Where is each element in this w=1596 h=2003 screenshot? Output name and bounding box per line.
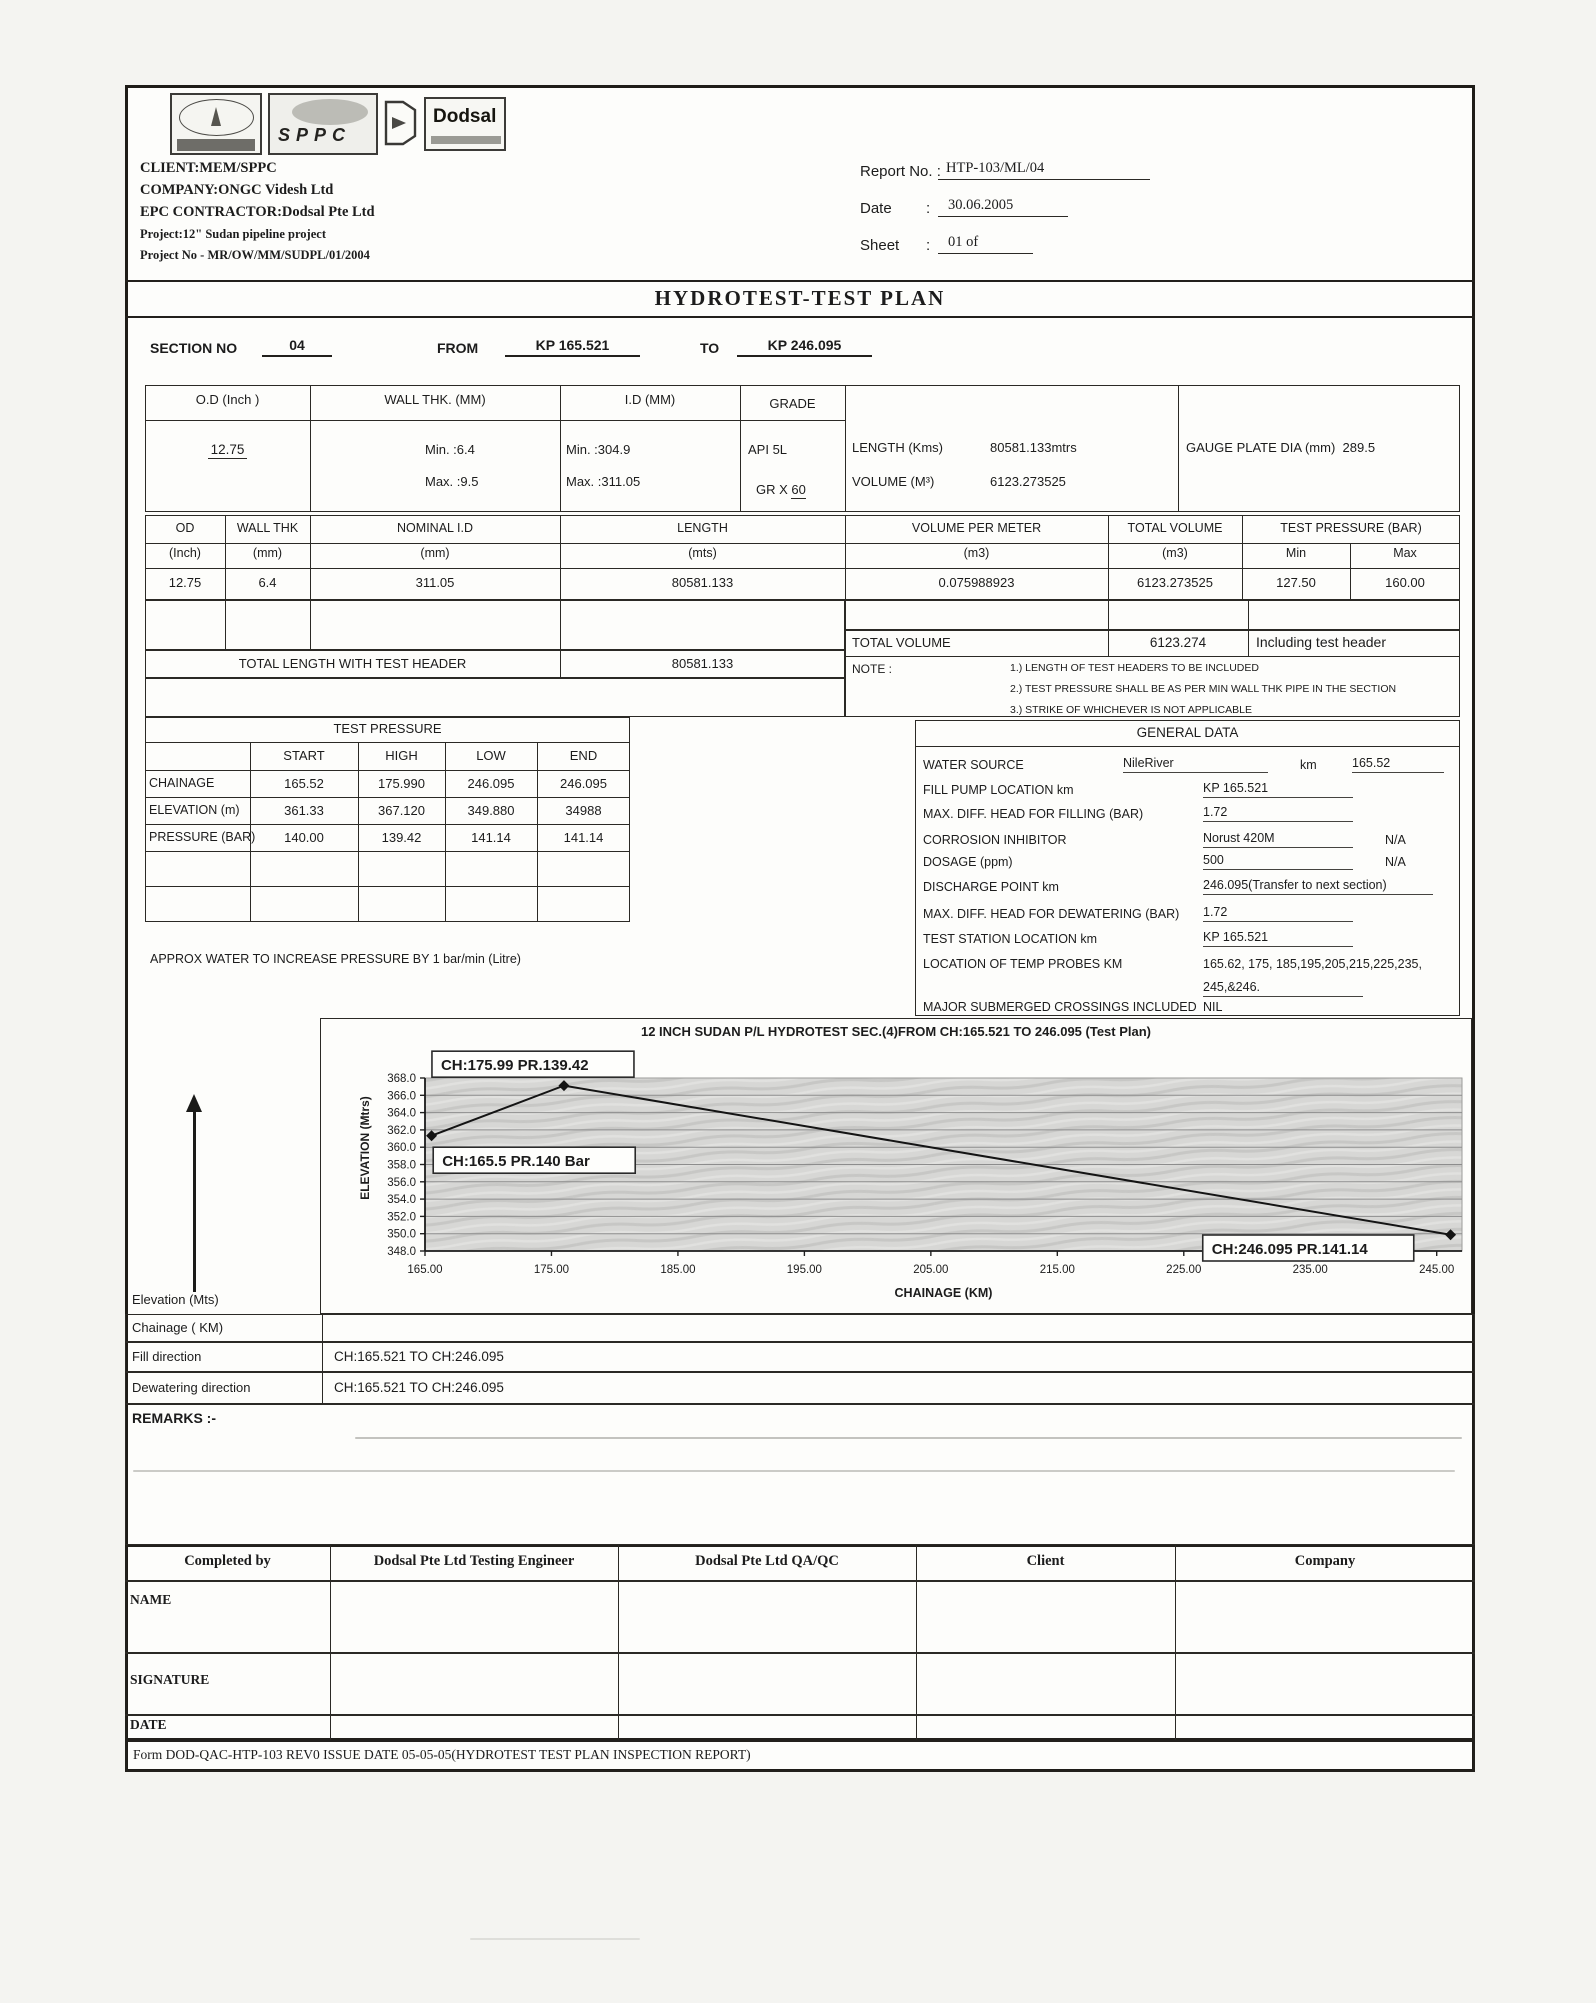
gd-row-value bbox=[1203, 831, 1353, 848]
svg-text:356.0: 356.0 bbox=[387, 1176, 416, 1189]
gd-row-value: NIL bbox=[1203, 1000, 1223, 1014]
grid-line bbox=[310, 600, 311, 650]
sig-col-qaqc: Dodsal Pte Ltd QA/QC bbox=[695, 1553, 839, 1569]
total-volume-label: TOTAL VOLUME bbox=[852, 635, 951, 650]
wall-min-value: Min. :6.4 bbox=[425, 442, 475, 457]
empty-row-left bbox=[145, 600, 845, 650]
project-line: Project:12" Sudan pipeline project bbox=[140, 227, 326, 241]
svg-text:366.0: 366.0 bbox=[387, 1090, 416, 1103]
grid-line bbox=[145, 742, 630, 743]
svg-text:185.00: 185.00 bbox=[660, 1264, 696, 1276]
dodsal-logo-bar bbox=[431, 136, 501, 144]
tp-row-label: ELEVATION (m) bbox=[149, 803, 240, 817]
dewatering-direction-row bbox=[125, 1372, 1475, 1404]
grid-line bbox=[618, 1545, 619, 1740]
grade-value-2-suffix: 60 bbox=[791, 482, 806, 497]
svg-text:215.00: 215.00 bbox=[1039, 1264, 1075, 1276]
d-mark-icon bbox=[382, 95, 420, 151]
sheet-value: 01 of bbox=[938, 234, 1033, 254]
date-label: Date bbox=[860, 200, 892, 217]
gd-row-value bbox=[1203, 853, 1353, 870]
svg-text:360.0: 360.0 bbox=[387, 1142, 416, 1155]
tp-cell: 141.14 bbox=[563, 830, 604, 845]
approx-water-note: APPROX WATER TO INCREASE PRESSURE BY 1 bar/min (Litre) bbox=[150, 952, 521, 966]
to-label: TO bbox=[700, 340, 720, 356]
svg-text:362.0: 362.0 bbox=[387, 1124, 416, 1137]
grid-line bbox=[915, 746, 1460, 747]
grid-line bbox=[125, 1580, 1475, 1582]
grid-line bbox=[225, 600, 226, 650]
grid-line bbox=[560, 600, 561, 650]
fill-direction-value: CH:165.521 TO CH:246.095 bbox=[334, 1349, 504, 1364]
empty-strip-left bbox=[145, 678, 845, 717]
dewatering-direction-label: Dewatering direction bbox=[132, 1380, 251, 1395]
svg-text:348.0: 348.0 bbox=[387, 1246, 416, 1258]
size-col-total-volume: TOTAL VOLUME bbox=[1127, 521, 1223, 535]
length-value: 80581.133mtrs bbox=[990, 440, 1077, 455]
length-label: LENGTH (Kms) bbox=[852, 440, 943, 455]
gd-row-value: 165.62, 175, 185,195,205,215,225,235, bbox=[1203, 957, 1422, 971]
tp-cell: 246.095 bbox=[467, 776, 515, 791]
chainage-row-label: Chainage ( KM) bbox=[132, 1320, 224, 1335]
sig-row-name: NAME bbox=[130, 1592, 172, 1607]
svg-text:CH:165.5 PR.140 Bar: CH:165.5 PR.140 Bar bbox=[442, 1153, 590, 1171]
svg-text:368.0: 368.0 bbox=[387, 1073, 416, 1085]
chart-y-axis-label: ELEVATION (Mtrs) bbox=[358, 1096, 372, 1200]
size-col-nominal-id: NOMINAL I.D bbox=[397, 521, 473, 535]
volume-label: VOLUME (M³) bbox=[852, 474, 935, 489]
grade-value-1: API 5L bbox=[748, 442, 788, 457]
grid-line bbox=[145, 568, 1460, 569]
grid-line bbox=[145, 543, 1460, 544]
svg-text:352.0: 352.0 bbox=[387, 1211, 416, 1224]
size-col-test-pressure: TEST PRESSURE (BAR) bbox=[1280, 521, 1422, 535]
dodsal-d-logo bbox=[382, 95, 420, 151]
note-2: 2.) TEST PRESSURE SHALL BE AS PER MIN WALL THK PIPE IN THE SECTION bbox=[1010, 683, 1397, 695]
size-col-od: OD bbox=[175, 521, 195, 535]
gd-row-label: LOCATION OF TEMP PROBES KM bbox=[923, 957, 1123, 971]
gd-row-label: FILL PUMP LOCATION km bbox=[923, 783, 1074, 797]
gd-row-value bbox=[1203, 878, 1433, 895]
empty-row-right bbox=[845, 600, 1460, 630]
svg-text:358.0: 358.0 bbox=[387, 1159, 416, 1172]
chainage-row bbox=[125, 1314, 1475, 1342]
svg-text:354.0: 354.0 bbox=[387, 1194, 416, 1207]
date-value: 30.06.2005 bbox=[938, 197, 1068, 217]
svg-text:CH:246.095 PR.141.14: CH:246.095 PR.141.14 bbox=[1211, 1240, 1368, 1258]
gd-water-label: WATER SOURCE bbox=[923, 758, 1024, 772]
to-value: KP 246.095 bbox=[737, 337, 872, 357]
grid-line bbox=[145, 770, 630, 771]
remarks-label: REMARKS :- bbox=[132, 1410, 216, 1426]
grid-line bbox=[145, 851, 630, 852]
gd-water-value-text: NileRiver bbox=[1123, 756, 1268, 773]
size-unit-max: Max bbox=[1393, 546, 1417, 560]
total-length-label: TOTAL LENGTH WITH TEST HEADER bbox=[238, 656, 467, 671]
id-header: I.D (MM) bbox=[624, 392, 676, 407]
dodsal-logo-text: Dodsal bbox=[433, 106, 497, 127]
size-val-length: 80581.133 bbox=[671, 575, 734, 590]
grid-line bbox=[145, 797, 630, 798]
report-no-label: Report No. : bbox=[860, 163, 941, 180]
gauge-plate-value: 289.5 bbox=[1342, 440, 1376, 455]
size-unit-mts: (mts) bbox=[688, 546, 717, 560]
remarks-faint-line bbox=[355, 1437, 1462, 1439]
grid-line bbox=[1175, 1545, 1176, 1740]
sig-col-client: Client bbox=[1026, 1553, 1065, 1569]
note-3: 3.) STRIKE OF WHICHEVER IS NOT APPLICABLE bbox=[1010, 704, 1252, 716]
tp-row-label: PRESSURE (BAR) bbox=[149, 830, 256, 844]
elevation-profile-chart bbox=[320, 1018, 1472, 1314]
gd-row-label: DISCHARGE POINT km bbox=[923, 880, 1059, 894]
grid-line bbox=[330, 1545, 331, 1740]
gd-water-value bbox=[1123, 756, 1268, 773]
sheet-colon: : bbox=[926, 237, 931, 254]
signature-table bbox=[125, 1545, 1475, 1740]
total-length-value: 80581.133 bbox=[671, 656, 734, 671]
gd-row-label: DOSAGE (ppm) bbox=[923, 855, 1013, 869]
size-val-max: 160.00 bbox=[1385, 575, 1425, 590]
od-value-text: 12.75 bbox=[208, 442, 248, 459]
tp-col-high: HIGH bbox=[385, 748, 418, 763]
gd-row-value-text: 500 bbox=[1203, 853, 1353, 870]
client-line: CLIENT:MEM/SPPC bbox=[140, 160, 277, 176]
fill-direction-label: Fill direction bbox=[132, 1349, 202, 1364]
svg-text:205.00: 205.00 bbox=[913, 1264, 949, 1276]
from-value: KP 165.521 bbox=[505, 337, 640, 357]
gd-row-extra: N/A bbox=[1385, 855, 1406, 869]
size-val-min: 127.50 bbox=[1276, 575, 1316, 590]
tp-cell: 140.00 bbox=[284, 830, 324, 845]
chart-x-axis-label: CHAINAGE (KM) bbox=[894, 1286, 993, 1300]
grid-line bbox=[145, 420, 845, 421]
sig-row-date: DATE bbox=[130, 1717, 167, 1732]
tp-cell: 175.990 bbox=[378, 776, 425, 791]
gd-row-value2 bbox=[1203, 980, 1363, 997]
dodsal-logo bbox=[424, 97, 506, 151]
svg-text:350.0: 350.0 bbox=[387, 1228, 416, 1241]
tp-col-low: LOW bbox=[476, 748, 506, 763]
size-val-wallthk: 6.4 bbox=[258, 575, 277, 590]
sig-col-completed-by: Completed by bbox=[184, 1553, 271, 1569]
tp-cell: 165.52 bbox=[284, 776, 324, 791]
size-unit-inch: (Inch) bbox=[169, 546, 201, 560]
general-data-title: GENERAL DATA bbox=[1136, 725, 1239, 740]
tp-cell: 246.095 bbox=[560, 776, 607, 791]
tp-cell: 349.880 bbox=[467, 803, 515, 818]
fill-direction-row bbox=[125, 1342, 1475, 1372]
ongc-band bbox=[177, 139, 255, 151]
size-unit-m3a: (m3) bbox=[963, 546, 990, 560]
grid-line bbox=[1178, 385, 1179, 512]
grade-value-2 bbox=[756, 482, 806, 497]
svg-text:CH:175.99 PR.139.42: CH:175.99 PR.139.42 bbox=[440, 1057, 589, 1075]
volume-value: 6123.273525 bbox=[990, 474, 1066, 489]
gd-row-label: MAX. DIFF. HEAD FOR FILLING (BAR) bbox=[923, 807, 1144, 821]
note-1: 1.) LENGTH OF TEST HEADERS TO BE INCLUDED bbox=[1010, 662, 1259, 674]
elevation-row-label: Elevation (Mts) bbox=[132, 1292, 219, 1307]
chart-title: 12 INCH SUDAN P/L HYDROTEST SEC.(4)FROM CH:165.521 TO 246.095 (Test Plan) bbox=[640, 1024, 1152, 1039]
gd-row-value bbox=[1203, 805, 1353, 822]
tp-col-end: END bbox=[569, 748, 598, 763]
note-label: NOTE : bbox=[852, 662, 893, 676]
epc-contractor-line: EPC CONTRACTOR:Dodsal Pte Ltd bbox=[140, 204, 375, 220]
gd-row-value-text: KP 165.521 bbox=[1203, 781, 1353, 798]
gd-water-km-text: 165.52 bbox=[1352, 756, 1444, 773]
test-pressure-title: TEST PRESSURE bbox=[333, 721, 442, 736]
ongc-videsh-logo bbox=[170, 93, 262, 155]
svg-text:235.00: 235.00 bbox=[1292, 1264, 1328, 1276]
total-volume-note: Including test header bbox=[1256, 634, 1386, 650]
ongc-derrick-icon bbox=[211, 107, 221, 126]
gauge-plate bbox=[1186, 440, 1375, 455]
sig-col-testing-engineer: Dodsal Pte Ltd Testing Engineer bbox=[373, 1553, 575, 1569]
page-title: HYDROTEST-TEST PLAN bbox=[654, 286, 946, 310]
sig-col-company: Company bbox=[1294, 1553, 1356, 1569]
section-no-value: 04 bbox=[262, 337, 332, 357]
grid-line bbox=[1248, 600, 1249, 630]
gd-row-label: CORROSION INHIBITOR bbox=[923, 833, 1067, 847]
tp-cell: 34988 bbox=[565, 803, 602, 818]
grid-line bbox=[845, 385, 846, 512]
tp-cell: 139.42 bbox=[381, 830, 422, 845]
scan-artifact bbox=[470, 1938, 640, 1940]
tp-cell: 141.14 bbox=[471, 830, 511, 845]
sppc-logo-text: SPPC bbox=[278, 125, 352, 145]
date-colon: : bbox=[926, 200, 931, 217]
size-val-od: 12.75 bbox=[168, 575, 202, 590]
size-val-nominal-id: 311.05 bbox=[415, 575, 455, 590]
sppc-logo bbox=[268, 93, 378, 155]
project-no-line: Project No - MR/OW/MM/SUDPL/01/2004 bbox=[140, 248, 370, 262]
svg-text:165.00: 165.00 bbox=[407, 1264, 443, 1276]
dewatering-direction-value: CH:165.521 TO CH:246.095 bbox=[334, 1380, 504, 1395]
gd-water-km-value bbox=[1352, 756, 1444, 773]
svg-text:225.00: 225.00 bbox=[1166, 1264, 1202, 1276]
size-col-wallthk: WALL THK bbox=[236, 521, 299, 535]
grid-line bbox=[1108, 600, 1109, 630]
grade-value-2-prefix: GR X bbox=[756, 482, 792, 497]
wall-thk-header: WALL THK. (MM) bbox=[384, 392, 486, 407]
gd-row-value-text: Norust 420M bbox=[1203, 831, 1353, 848]
od-header: O.D (Inch ) bbox=[195, 392, 260, 407]
size-unit-min: Min bbox=[1285, 546, 1307, 560]
tp-cell: 361.33 bbox=[284, 803, 324, 818]
grid-line bbox=[1248, 630, 1249, 657]
total-volume-value: 6123.274 bbox=[1149, 635, 1207, 650]
gd-row-value bbox=[1203, 781, 1353, 798]
od-value bbox=[145, 442, 310, 457]
gd-row-value-text: KP 165.521 bbox=[1203, 930, 1353, 947]
gd-row-value2-text: 245,&246. bbox=[1203, 980, 1363, 997]
grid-line bbox=[916, 1545, 917, 1740]
tp-row-label: CHAINAGE bbox=[149, 776, 215, 790]
gd-row-label: TEST STATION LOCATION km bbox=[923, 932, 1098, 946]
tp-cell: 367.120 bbox=[378, 803, 425, 818]
size-col-length: LENGTH bbox=[677, 521, 728, 535]
grade-header: GRADE bbox=[769, 396, 816, 411]
grid-line bbox=[125, 1714, 1475, 1716]
svg-text:245.00: 245.00 bbox=[1419, 1264, 1455, 1276]
grid-line bbox=[125, 1652, 1475, 1654]
gauge-plate-label: GAUGE PLATE DIA (mm) bbox=[1186, 440, 1336, 455]
gd-row-label: MAJOR SUBMERGED CROSSINGS INCLUDED bbox=[923, 1000, 1197, 1014]
gd-row-value-text: 246.095(Transfer to next section) bbox=[1203, 878, 1433, 895]
gd-row-value bbox=[1203, 905, 1353, 922]
size-col-vpm: VOLUME PER METER bbox=[911, 521, 1042, 535]
footer-text: Form DOD-QAC-HTP-103 REV0 ISSUE DATE 05-05-05(HYDROTEST TEST PLAN INSPECTION REPORT) bbox=[133, 1747, 751, 1762]
sppc-oval-icon bbox=[292, 99, 368, 125]
size-unit-m3b: (m3) bbox=[1162, 546, 1188, 560]
sig-row-signature: SIGNATURE bbox=[130, 1672, 210, 1687]
wall-max-value: Max. :9.5 bbox=[425, 474, 479, 489]
svg-text:175.00: 175.00 bbox=[533, 1264, 570, 1276]
report-no-value: HTP-103/ML/04 bbox=[938, 160, 1150, 180]
id-max-value: Max. :311.05 bbox=[566, 474, 641, 489]
size-unit-mm1: (mm) bbox=[252, 546, 283, 560]
svg-text:195.00: 195.00 bbox=[786, 1264, 822, 1276]
company-line: COMPANY:ONGC Videsh Ltd bbox=[140, 182, 334, 198]
section-no-label: SECTION NO bbox=[150, 340, 238, 356]
size-val-vpm: 0.075988923 bbox=[938, 575, 1015, 590]
from-label: FROM bbox=[437, 340, 479, 356]
gd-row-value bbox=[1203, 930, 1353, 947]
gd-row-label: MAX. DIFF. HEAD FOR DEWATERING (BAR) bbox=[923, 907, 1180, 921]
gd-row-value-text: 1.72 bbox=[1203, 905, 1353, 922]
svg-text:364.0: 364.0 bbox=[387, 1107, 416, 1120]
id-min-value: Min. :304.9 bbox=[566, 442, 631, 457]
tp-col-start: START bbox=[283, 748, 325, 763]
gd-row-value-text: 1.72 bbox=[1203, 805, 1353, 822]
sheet-label: Sheet bbox=[860, 237, 900, 254]
remarks-faint-line bbox=[133, 1470, 1455, 1472]
size-val-total-volume: 6123.273525 bbox=[1137, 575, 1213, 590]
elevation-arrow-line bbox=[193, 1110, 196, 1292]
size-unit-mm2: (mm) bbox=[420, 546, 450, 560]
gd-water-km-label: km bbox=[1300, 758, 1317, 772]
grid-line bbox=[145, 886, 630, 887]
gd-row-extra: N/A bbox=[1385, 833, 1406, 847]
grid-line bbox=[145, 824, 630, 825]
remarks-box bbox=[125, 1404, 1475, 1545]
